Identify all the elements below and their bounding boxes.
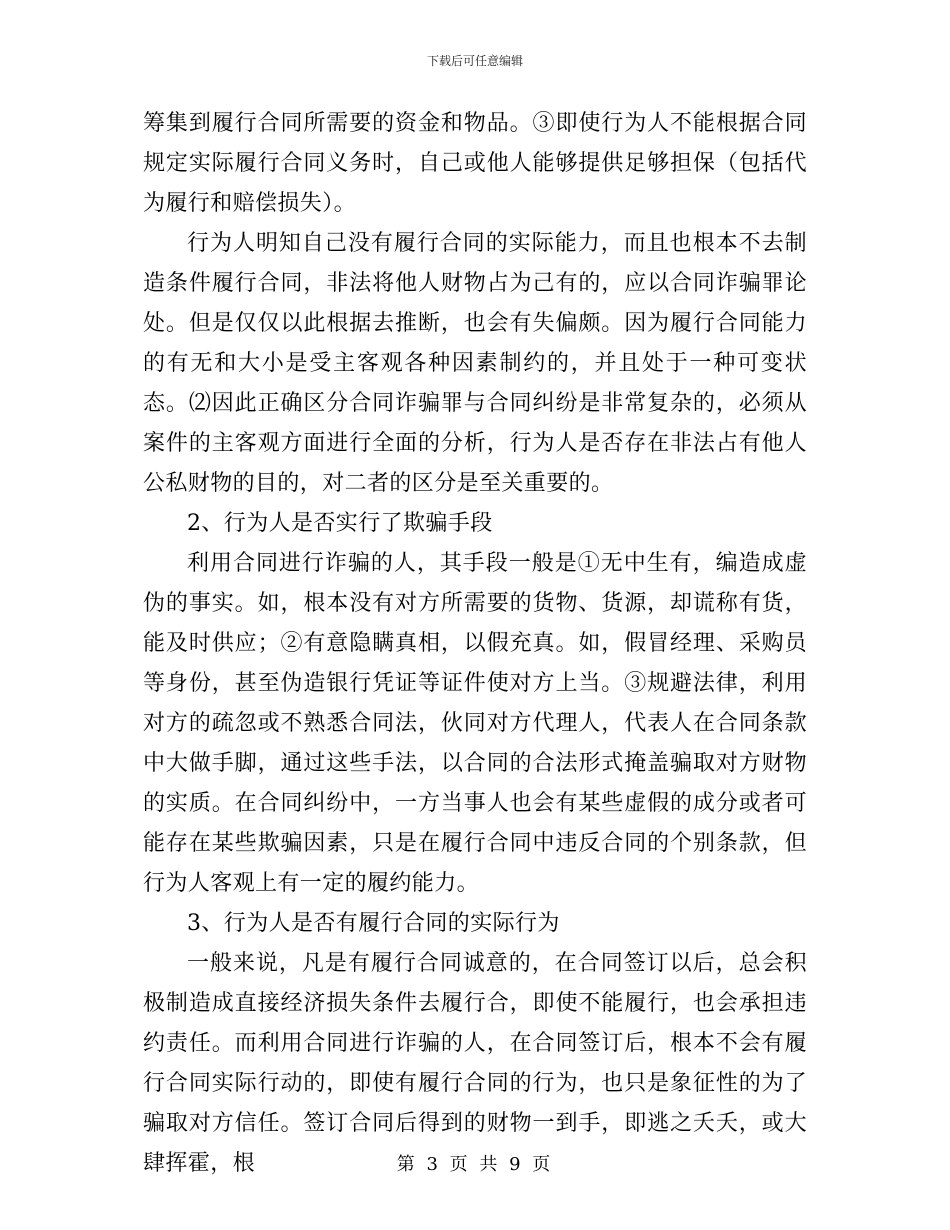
- paragraph-2: 行为人明知自己没有履行合同的实际能力，而且也根本不去制造条件履行合同，非法将他人财物占为己有的，应以合同诈骗罪论处。但是仅仅以此根据去推断，也会有失偏颇。因为履行合同能力的有无和大小是受主客观各种因素制约的，并且处于一种可变状态。⑵因此正确区分合同诈骗罪与合同纠纷是非常复杂的，必须从案件的主客观方面进行全面的分析，行为人是否存在非法占有他人公私财物的目的，对二者的区分是至关重要的。: [143, 231, 807, 496]
- page-number-footer: 第 3 页 共 9 页: [396, 1154, 554, 1175]
- paragraph-3: 利用合同进行诈骗的人，其手段一般是①无中生有，编造成虚伪的事实。如，根本没有对方所需要的货物、货源，却谎称有货，能及时供应；②有意隐瞒真相，以假充真。如，假冒经理、采购员等身份，甚至伪造银行凭证等证件使对方上当。③规避法律，利用对方的疏忽或不熟悉合同法，伙同对方代理人，代表人在合同条款中大做手脚，通过这些手法，以合同的合法形式掩盖骗取对方财物的实质。在合同纠纷中，一方当事人也会有某些虚假的成分或者可能存在某些欺骗因素，只是在履行合同中违反合同的个别条款，但行为人客观上有一定的履约能力。: [143, 551, 807, 896]
- paragraph-4: 一般来说，凡是有履行合同诚意的，在合同签订以后，总会积极制造成直接经济损失条件去履行合，即使不能履行，也会承担违约责任。而利用合同进行诈骗的人，在合同签订后，根本不会有履行合同实际行动的，即使有履行合同的行为，也只是象征性的为了骗取对方信任。签订合同后得到的财物一到手，即逃之夭夭，或大肆挥霍，根: [143, 951, 807, 1176]
- page-header: 下载后可任意编辑: [426, 54, 523, 68]
- section-heading-2: 2、行为人是否实行了欺骗手段: [187, 511, 493, 536]
- document-body: [143, 104, 807, 1184]
- section-heading-3: 3、行为人是否有履行合同的实际行为: [187, 911, 560, 936]
- paragraph-1: 筹集到履行合同所需要的资金和物品。③即使行为人不能根据合同规定实际履行合同义务时，自己或他人能够提供足够担保（包括代为履行和赔偿损失）。: [143, 111, 807, 216]
